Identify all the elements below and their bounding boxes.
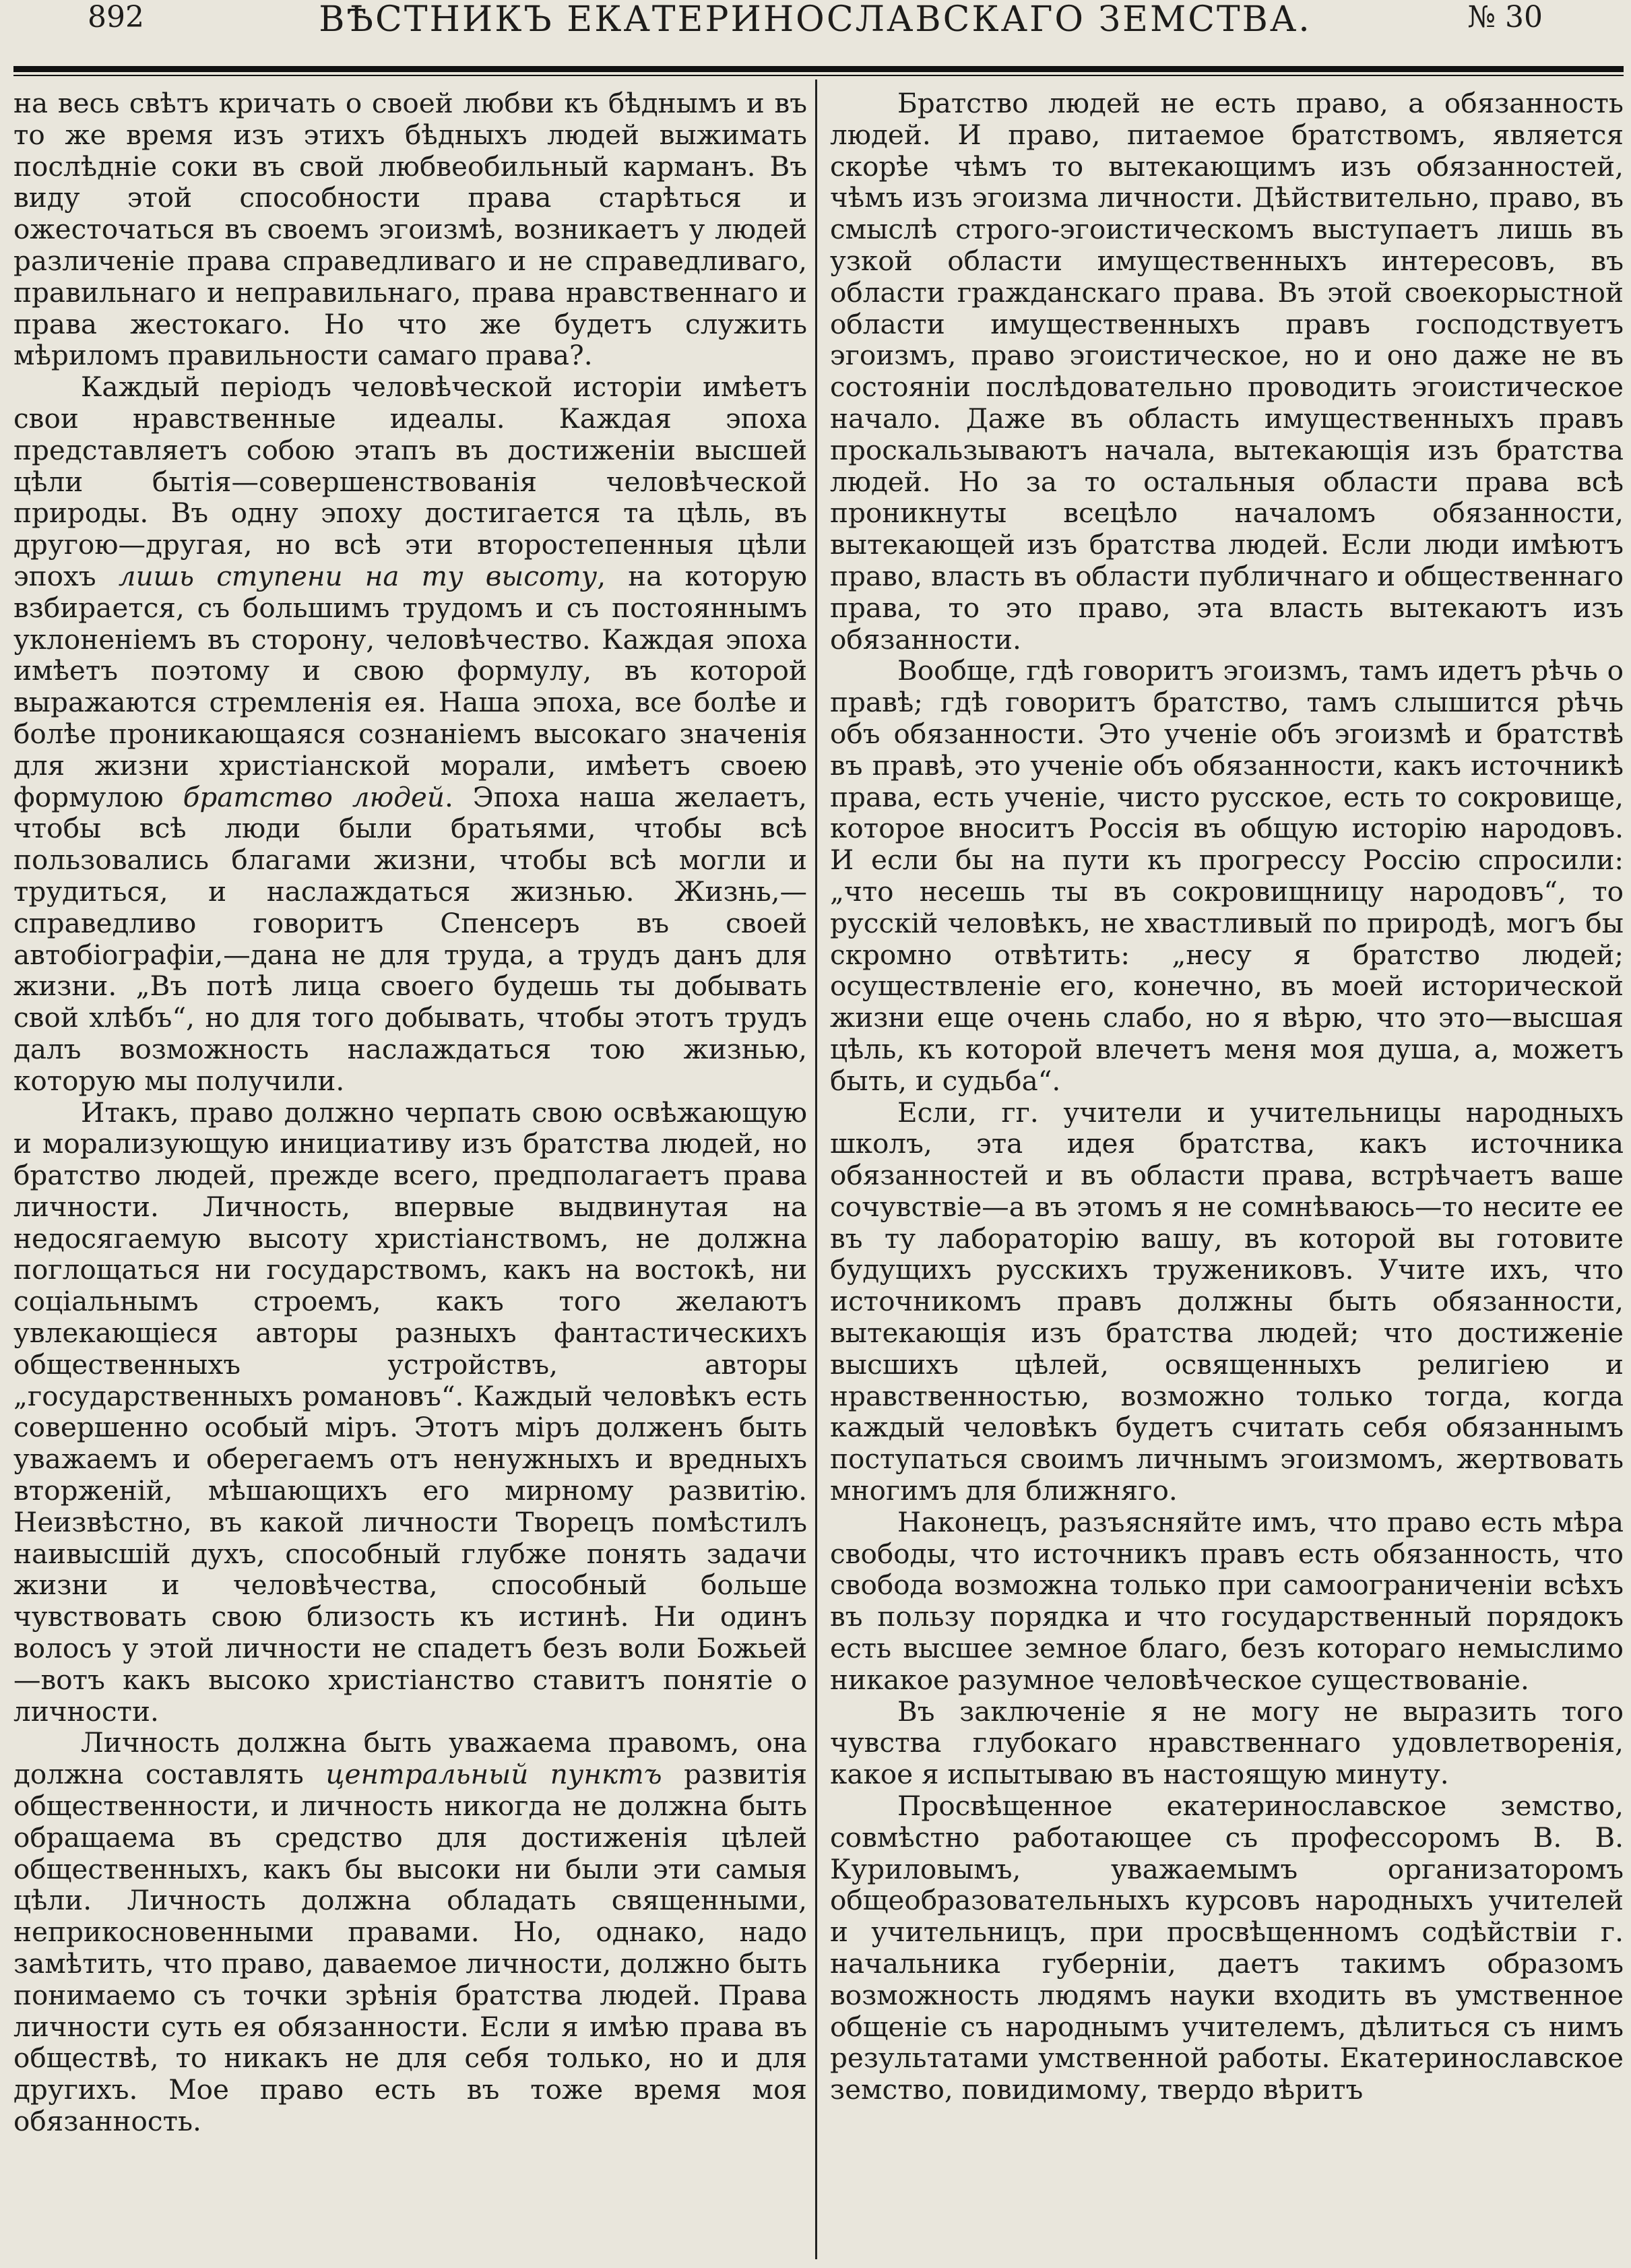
right-paragraph-1: Братство людей не есть право, а обязанность людей. И право, питаемое братствомъ, является скорѣе чѣмъ то вытекающимъ изъ обязанностей, чѣмъ изъ эгоизма личности. Дѣйствительно, право, въ смыслѣ строго-эгоистическомъ выступаетъ лишь въ узкой области имущественныхъ интересовъ, въ области гражданскаго права. Въ этой своекорыстной области имущественныхъ правъ господствуетъ эгоизмъ, право эгоистическое, но и оно даже не въ состоянiи послѣдовательно проводить эгоистическое начало. Даже въ область имущественныхъ правъ проскальзываютъ начала, вытекающiя изъ братства людей. Но за то остальныя области права всѣ проникнуты всецѣло началомъ обязанности, вытекающей изъ братства людей. Если люди имѣютъ право, власть въ области публичнаго и общественнаго права, то это право, эта власть вытекаютъ изъ обязанности. — [830, 88, 1624, 656]
left-column — [13, 88, 807, 2261]
right-column — [830, 88, 1624, 2261]
italic-phrase: лишь ступени на ту высоту — [118, 559, 598, 592]
italic-phrase: братство людей — [183, 780, 445, 813]
right-paragraph-4: Наконецъ, разъясняйте имъ, что право есть мѣра свободы, что источникъ правъ есть обязанность, что свобода возможна только при самоограниченiи всѣхъ въ пользу порядка и что государственный порядокъ есть высшее земное благо, безъ котораго немыслимо никакое разумное человѣческое существованiе. — [830, 1505, 1624, 1696]
page-header — [81, 0, 1549, 39]
left-paragraph-1: на весь свѣтъ кричать о своей любви къ бѣднымъ и въ то же время изъ этихъ бѣдныхъ людей выжимать послѣднiе соки въ свой любвеобильный карманъ. Въ виду этой способности права старѣться и ожесточаться въ своемъ эгоизмѣ, возникаетъ у людей различенiе права справедливаго и не справедливаго, правильнаго и неправильнаго, права нравственнаго и права жестокаго. Но что же будетъ служить мѣриломъ правильности самаго права?. — [13, 88, 807, 372]
right-paragraph-2: Вообще, гдѣ говоритъ эгоизмъ, тамъ идетъ рѣчь о правѣ; гдѣ говоритъ братство, тамъ слышится рѣчь объ обязанности. Это ученiе объ эгоизмѣ и братствѣ въ правѣ, это ученiе объ обязанности, какъ источникѣ права, есть ученiе, чисто русское, есть то сокровище, которое вноситъ Россiя въ общую исторiю народовъ. И если бы на пути къ прогрессу Россiю спросили: „что несешь ты въ сокровищницу народовъ“, то русскiй человѣкъ, не хвастливый по природѣ, могъ бы скромно отвѣтить: „несу я братство людей; осуществленiе его, конечно, въ моей исторической жизни еще очень слабо, но я вѣрю, что это—высшая цѣль, къ которой влечетъ меня моя душа, а, можетъ быть, и судьба“. — [830, 654, 1624, 1097]
text-run: , на которую взбирается, съ большимъ трудомъ и съ постояннымъ уклоненiемъ въ сторону, человѣчество. Каждая эпоха имѣетъ поэтому и свою формулу, въ которой выражаются стремленiя ея. Наша эпоха, все болѣе и болѣе проникающаяся сознанiемъ высокаго значенiя для жизни христiанской морали, имѣетъ своею формулою — [13, 559, 807, 813]
left-paragraph-4 — [13, 1727, 807, 2137]
column-divider — [815, 80, 817, 2259]
page-number: 892 — [88, 0, 144, 34]
header-rule-thin — [13, 75, 1624, 76]
header-rule-thick — [13, 66, 1624, 72]
left-paragraph-3: Итакъ, право должно черпать свою освѣжающую и морализующую инициативу изъ братства людей, но братство людей, прежде всего, предполагаетъ права личности. Личность, впервые выдвинутая на недосягаемую высоту христiанствомъ, не должна поглощаться ни государствомъ, какъ на востокѣ, ни соцiальнымъ строемъ, какъ того желаютъ увлекающiеся авторы разныхъ фантастическихъ общественныхъ устройствъ, авторы „государственныхъ романовъ“. Каждый человѣкъ есть совершенно особый мiръ. Этотъ мiръ долженъ быть уважаемъ и оберегаемъ отъ ненужныхъ и вредныхъ вторженiй, мѣшающихъ его мирному развитiю. Неизвѣстно, въ какой личности Творецъ помѣстилъ наивысшiй духъ, способный глубже понять задачи жизни и человѣчества, способный больше чувствовать свою близость къ истинѣ. Ни одинъ волосъ у этой личности не спадетъ безъ воли Божьей—вотъ какъ высоко христiанство ставитъ понятiе о личности. — [13, 1096, 807, 1728]
right-paragraph-3: Если, гг. учители и учительницы народныхъ школъ, эта идея братства, какъ источника обязанностей и въ области права, встрѣчаетъ ваше сочувствiе—а въ этомъ я не сомнѣваюсь—то несите ее въ ту лабораторiю вашу, въ которой вы готовите будущихъ русскихъ тружениковъ. Учите ихъ, что источникомъ правъ должны быть обязанности, вытекающiя изъ братства людей; что достиженiе высшихъ цѣлей, освященныхъ религiею и нравственностью, возможно только тогда, когда каждый человѣкъ будетъ считать себя обязаннымъ поступаться своимъ личнымъ эгоизмомъ, жертвовать многимъ для ближняго. — [830, 1096, 1624, 1507]
italic-phrase: центральный пунктъ — [325, 1758, 662, 1791]
right-paragraph-6: Просвѣщенное екатеринославское земство, совмѣстно работающее съ профессоромъ В. В. Куриловымъ, уважаемымъ организаторомъ общеобразовательныхъ курсовъ народныхъ учителей и учительницъ, при просвѣщенномъ содѣйствiи г. начальника губернiи, даетъ такимъ образомъ возможность людямъ науки входить въ умственное общенiе съ народнымъ учителемъ, дѣлиться съ нимъ результатами умственной работы. Екатеринославское земство, повидимому, твердо вѣритъ — [830, 1790, 1624, 2106]
text-run: Личность должна быть уважаема правомъ, она должна составлять — [13, 1726, 807, 1791]
text-run: . Эпоха наша желаетъ, чтобы всѣ люди были братьями, чтобы всѣ пользовались благами жизни, чтобы всѣ могли и трудиться, и наслаждаться жизнью. Жизнь,—справедливо говоритъ Спенсеръ въ своей автобiографiи,—дана не для труда, а трудъ данъ для жизни. „Въ потѣ лица своего будешь ты добывать свой хлѣбъ“, но для того добывать, чтобы этотъ трудъ далъ возможность наслаждаться тою жизнью, которую мы получили. — [13, 780, 807, 1097]
text-run: развитiя общественности, и личность никогда не должна быть обращаема въ средство для достиженiя цѣлей общественныхъ, какъ бы высоки ни были эти самыя цѣли. Личность должна обладать священными, неприкосновенными правами. Но, однако, надо замѣтить, что право, даваемое личности, должно быть понимаемо съ точки зрѣнiя братства людей. Права личности суть ея обязанности. Если я имѣю права въ обществѣ, то никакъ не для себя только, но и для другихъ. Мое право есть въ тоже время моя обязанность. — [13, 1758, 807, 2137]
right-paragraph-5: Въ заключенiе я не могу не выразить того чувства глубокаго нравственнаго удовлетворенiя, какое я испытываю въ настоящую минуту. — [830, 1695, 1624, 1791]
journal-title: ВѢСТНИКЪ ЕКАТЕРИНОСЛАВСКАГО ЗЕМСТВА. — [319, 0, 1312, 40]
text-run: Каждый перiодъ человѣческой исторiи имѣетъ свои нравственные идеалы. Каждая эпоха представляетъ собою этапъ въ достиженiи высшей цѣли бытiя—совершенствованiя человѣческой природы. Въ одну эпоху достигается та цѣль, въ другою—другая, но всѣ эти второстепенныя цѣли эпохъ — [13, 371, 807, 592]
issue-number: № 30 — [1467, 0, 1543, 34]
left-paragraph-2 — [13, 371, 807, 1096]
